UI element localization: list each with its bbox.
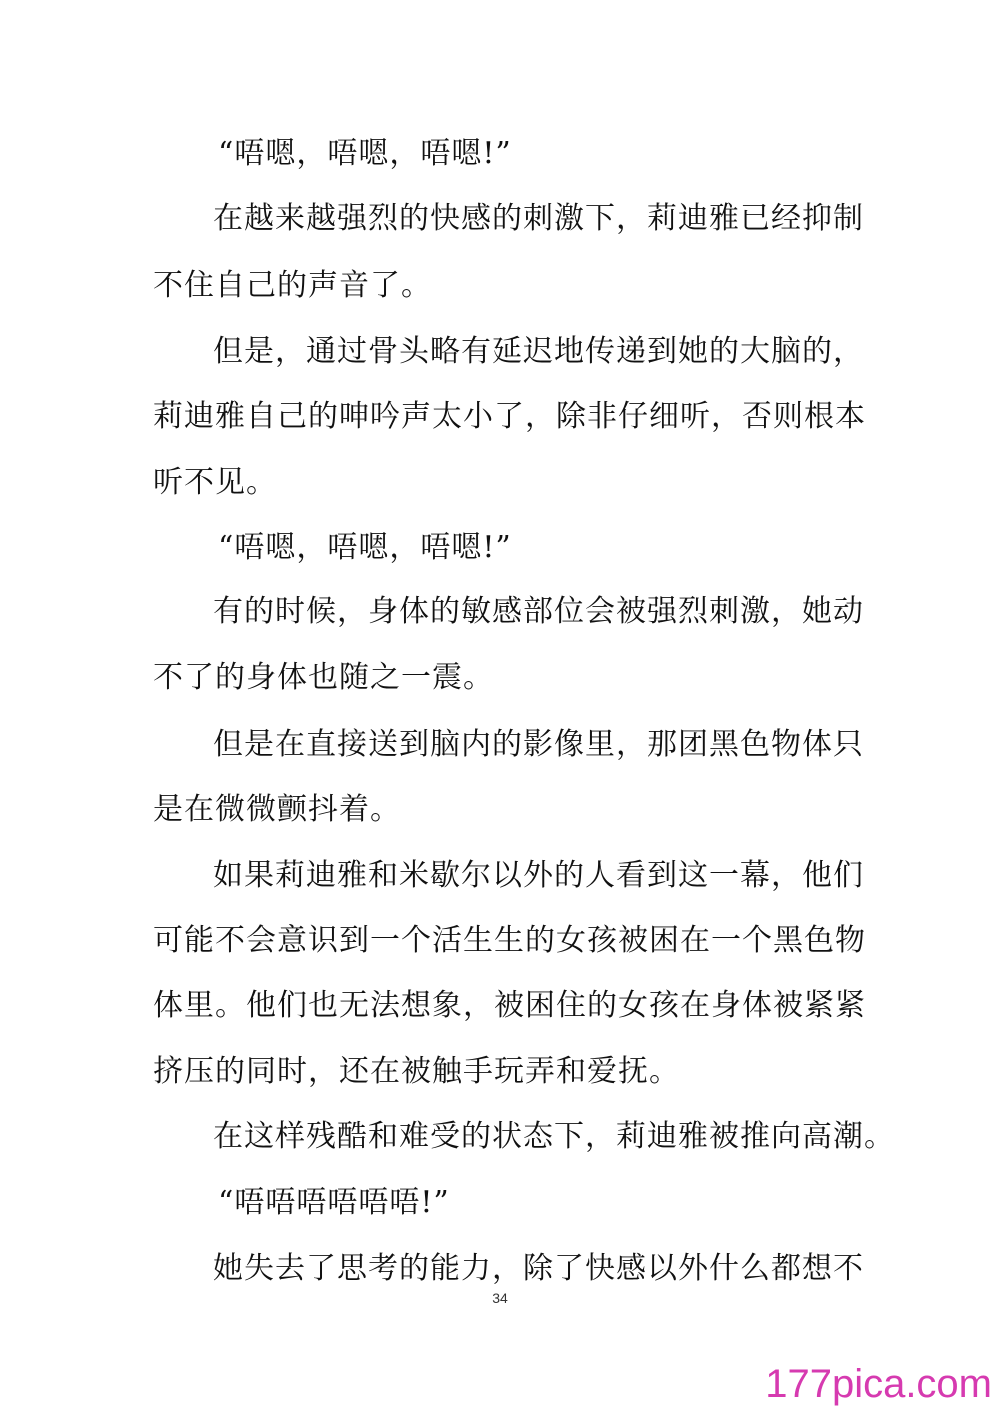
page-number: 34 [492, 1290, 508, 1306]
watermark: 177pica.com [765, 1362, 992, 1406]
text-line: 是在微微颤抖着。 [153, 792, 401, 827]
text-line: “唔嗯，唔嗯，唔嗯!” [218, 530, 512, 565]
text-line: 在这样残酷和难受的状态下，莉迪雅被推向高潮。 [213, 1119, 895, 1154]
text-line: 她失去了思考的能力，除了快感以外什么都想不 [213, 1251, 864, 1286]
text-line: 但是，通过骨头略有延迟地传递到她的大脑的， [213, 334, 864, 369]
text-line: 不了的身体也随之一震。 [153, 660, 494, 695]
text-line: 可能不会意识到一个活生生的女孩被困在一个黑色物 [153, 923, 866, 958]
text-line: 听不见。 [153, 465, 277, 500]
text-line: 挤压的同时，还在被触手玩弄和爱抚。 [153, 1054, 680, 1089]
text-line: “唔嗯，唔嗯，唔嗯!” [218, 136, 512, 171]
text-line: 有的时候，身体的敏感部位会被强烈刺激，她动 [213, 594, 864, 629]
text-line: 体里。他们也无法想象，被困住的女孩在身体被紧紧 [153, 988, 866, 1023]
text-line: 不住自己的声音了。 [153, 268, 432, 303]
text-line: “唔唔唔唔唔唔!” [218, 1185, 450, 1220]
text-line: 但是在直接送到脑内的影像里，那团黑色物体只 [213, 727, 864, 762]
text-line: 如果莉迪雅和米歇尔以外的人看到这一幕，他们 [213, 858, 864, 893]
text-line: 在越来越强烈的快感的刺激下，莉迪雅已经抑制 [213, 201, 864, 236]
text-line: 莉迪雅自己的呻吟声太小了，除非仔细听，否则根本 [153, 399, 866, 434]
